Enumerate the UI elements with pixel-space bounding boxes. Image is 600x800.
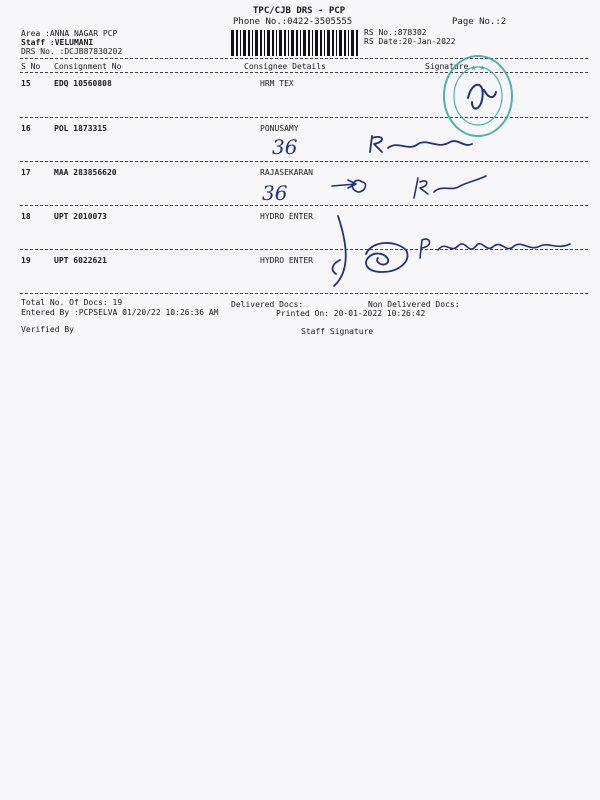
delivered-docs: Delivered Docs: — [231, 300, 304, 309]
row-consignee: PONUSAMY — [260, 124, 299, 133]
entered-by: Entered By :PCPSELVA 01/20/22 10:26:36 AM — [21, 308, 219, 317]
staff-label: Staff :VELUMANI — [21, 38, 94, 47]
column-header-s-no: S No — [21, 62, 41, 71]
row-consignee: RAJASEKARAN — [260, 168, 313, 177]
row-divider — [20, 293, 588, 294]
verified-by: Verified By — [21, 325, 74, 334]
svg-text:36: 36 — [262, 181, 288, 205]
row-divider — [20, 161, 588, 162]
rs-date: RS Date:20-Jan-2022 — [364, 37, 456, 46]
document-title: TPC/CJB DRS - PCP — [253, 6, 346, 16]
row-consignee: HYDRO ENTER — [260, 256, 313, 265]
row-consignment-no: MAA 283856620 — [54, 168, 117, 177]
handwritten-signature — [262, 172, 492, 206]
svg-text:★ ★: ★ ★ — [470, 64, 486, 72]
row-s-no: 18 — [21, 212, 31, 221]
column-header-consignment-no: Consignment No — [54, 62, 122, 71]
column-header-consignee-details: Consignee Details — [244, 62, 326, 71]
printed-on: Printed On: 20-01-2022 10:26:42 — [276, 309, 426, 318]
company-stamp — [438, 40, 518, 140]
row-consignment-no: UPT 2010073 — [54, 212, 107, 221]
barcode — [231, 30, 358, 56]
rs-number: RS No.:878302 — [364, 28, 427, 37]
row-s-no: 15 — [21, 79, 31, 88]
row-consignment-no: POL 1873315 — [54, 124, 107, 133]
row-s-no: 19 — [21, 256, 31, 265]
handwritten-signature — [268, 130, 488, 160]
phone-number: Phone No.:0422-3505555 — [233, 17, 353, 27]
non-delivered-docs: Non Delivered Docs: — [368, 300, 460, 309]
row-consignment-no: UPT 6022621 — [54, 256, 107, 265]
drs-number: DRS No. :DCJB87830202 — [21, 47, 123, 56]
row-consignee: HYDRO ENTER — [260, 212, 313, 221]
total-docs: Total No. Of Docs: 19 — [21, 298, 123, 307]
staff-signature-label: Staff Signature — [301, 327, 374, 336]
row-consignment-no: EDQ 10560808 — [54, 79, 112, 88]
svg-text:36: 36 — [272, 135, 298, 159]
page-number: Page No.:2 — [452, 17, 507, 27]
handwritten-signature — [326, 210, 586, 290]
row-s-no: 17 — [21, 168, 31, 177]
area-label: Area :ANNA NAGAR PCP — [21, 29, 118, 38]
column-header-signature: Signature — [425, 62, 469, 71]
row-consignee: HRM TEX — [260, 79, 294, 88]
row-s-no: 16 — [21, 124, 31, 133]
